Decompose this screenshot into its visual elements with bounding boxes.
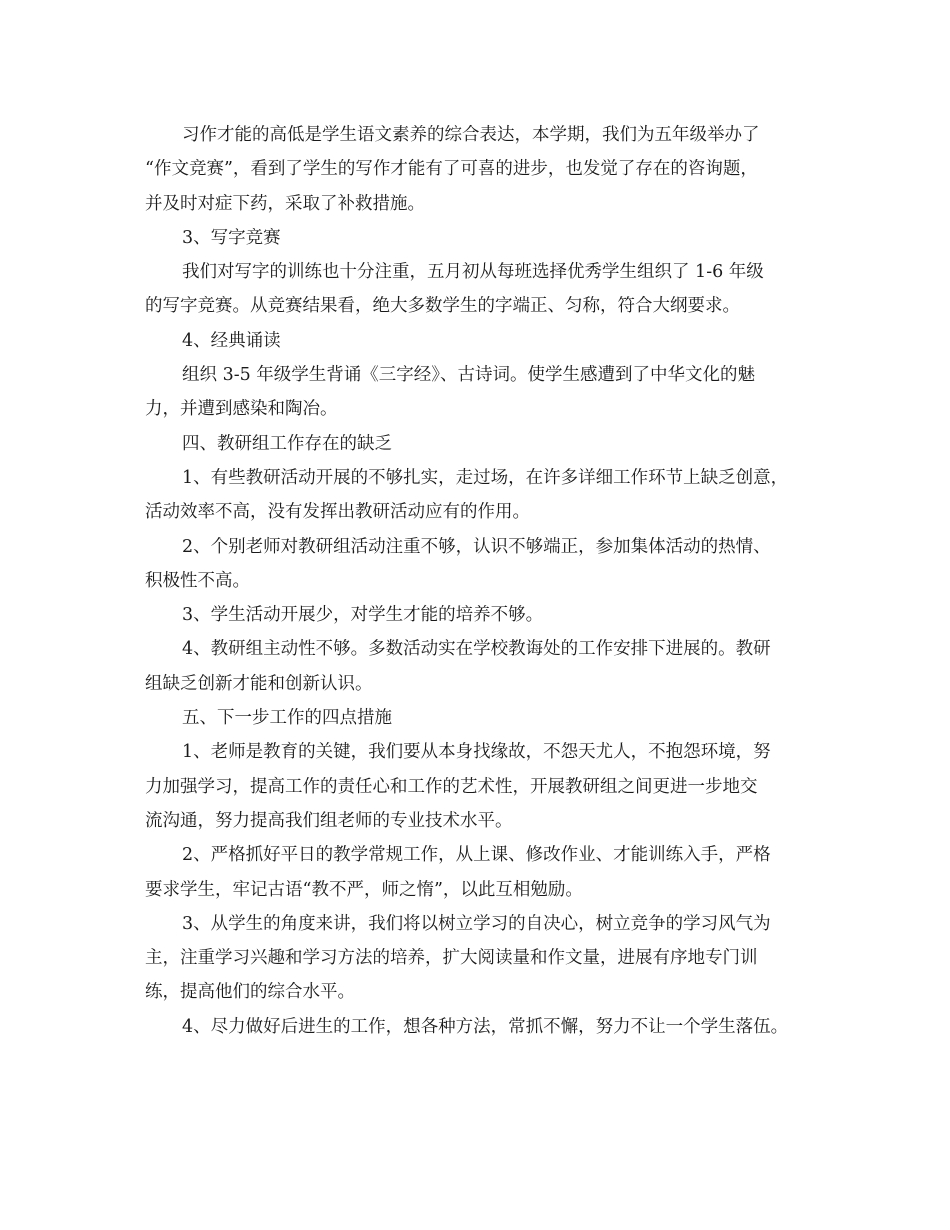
text-line: 主，注重学习兴趣和学习方法的培养，扩大阅读量和作文量，进展有序地专门训 (145, 948, 758, 969)
document-body (145, 118, 825, 1044)
text-line: 活动效率不高，没有发挥出教研活动应有的作用。 (145, 502, 530, 523)
text-line: 4、经典诵读 (182, 330, 281, 351)
text-line: 1、老师是教育的关键，我们要从本身找缘故，不怨天尤人，不抱怨环境，努 (182, 742, 771, 763)
text-line: 并及时对症下药，采取了补救措施。 (145, 193, 425, 214)
text-line: 2、严格抓好平日的教学常规工作，从上课、修改作业、才能训练入手，严格 (182, 845, 771, 866)
text-line: 积极性不高。 (145, 570, 250, 591)
text-line: 流沟通，努力提高我们组老师的专业技术水平。 (145, 810, 513, 831)
text-line: 的写字竞赛。从竞赛结果看，绝大多数学生的字端正、匀称，符合大纲要求。 (145, 296, 740, 317)
text-line: 2、个别老师对教研组活动注重不够，认识不够端正，参加集体活动的热情、 (182, 536, 771, 557)
text-line: 四、教研组工作存在的缺乏 (182, 433, 392, 454)
text-line: 3、写字竞赛 (182, 227, 281, 248)
text-line: 习作才能的高低是学生语文素养的综合表达，本学期，我们为五年级举办了 (182, 125, 760, 145)
text-line: 力加强学习，提高工作的责任心和工作的艺术性，开展教研组之间更进一步地交 (145, 776, 758, 797)
text-line: “作文竞赛”，看到了学生的写作才能有了可喜的进步，也发觉了存在的咨询题， (145, 159, 758, 180)
text-line: 4、尽力做好后进生的工作，想各种方法，常抓不懈，努力不让一个学生落伍。 (182, 1016, 789, 1037)
text-line: 组织 3-5 年级学生背诵《三字经》、古诗词。使学生感遭到了中华文化的魅 (182, 365, 756, 386)
text-line: 五、下一步工作的四点措施 (182, 708, 392, 729)
text-line: 练，提高他们的综合水平。 (145, 982, 355, 1003)
text-line: 组缺乏创新才能和创新认识。 (145, 673, 373, 694)
text-line: 要求学生，牢记古语“教不严，师之惰”，以此互相勉励。 (145, 879, 583, 900)
text-line: 4、教研组主动性不够。多数活动实在学校教诲处的工作安排下进展的。教研 (182, 639, 771, 660)
text-line: 力，并遭到感染和陶冶。 (145, 399, 338, 420)
text-line: 3、从学生的角度来讲，我们将以树立学习的自决心，树立竞争的学习风气为 (182, 913, 771, 934)
text-line: 我们对写字的训练也十分注重，五月初从每班选择优秀学生组织了 1-6 年级 (182, 262, 764, 283)
text-line: 1、有些教研活动开展的不够扎实，走过场，在许多详细工作环节上缺乏创意， (182, 467, 789, 488)
text-line: 3、学生活动开展少，对学生才能的培养不够。 (182, 605, 544, 626)
